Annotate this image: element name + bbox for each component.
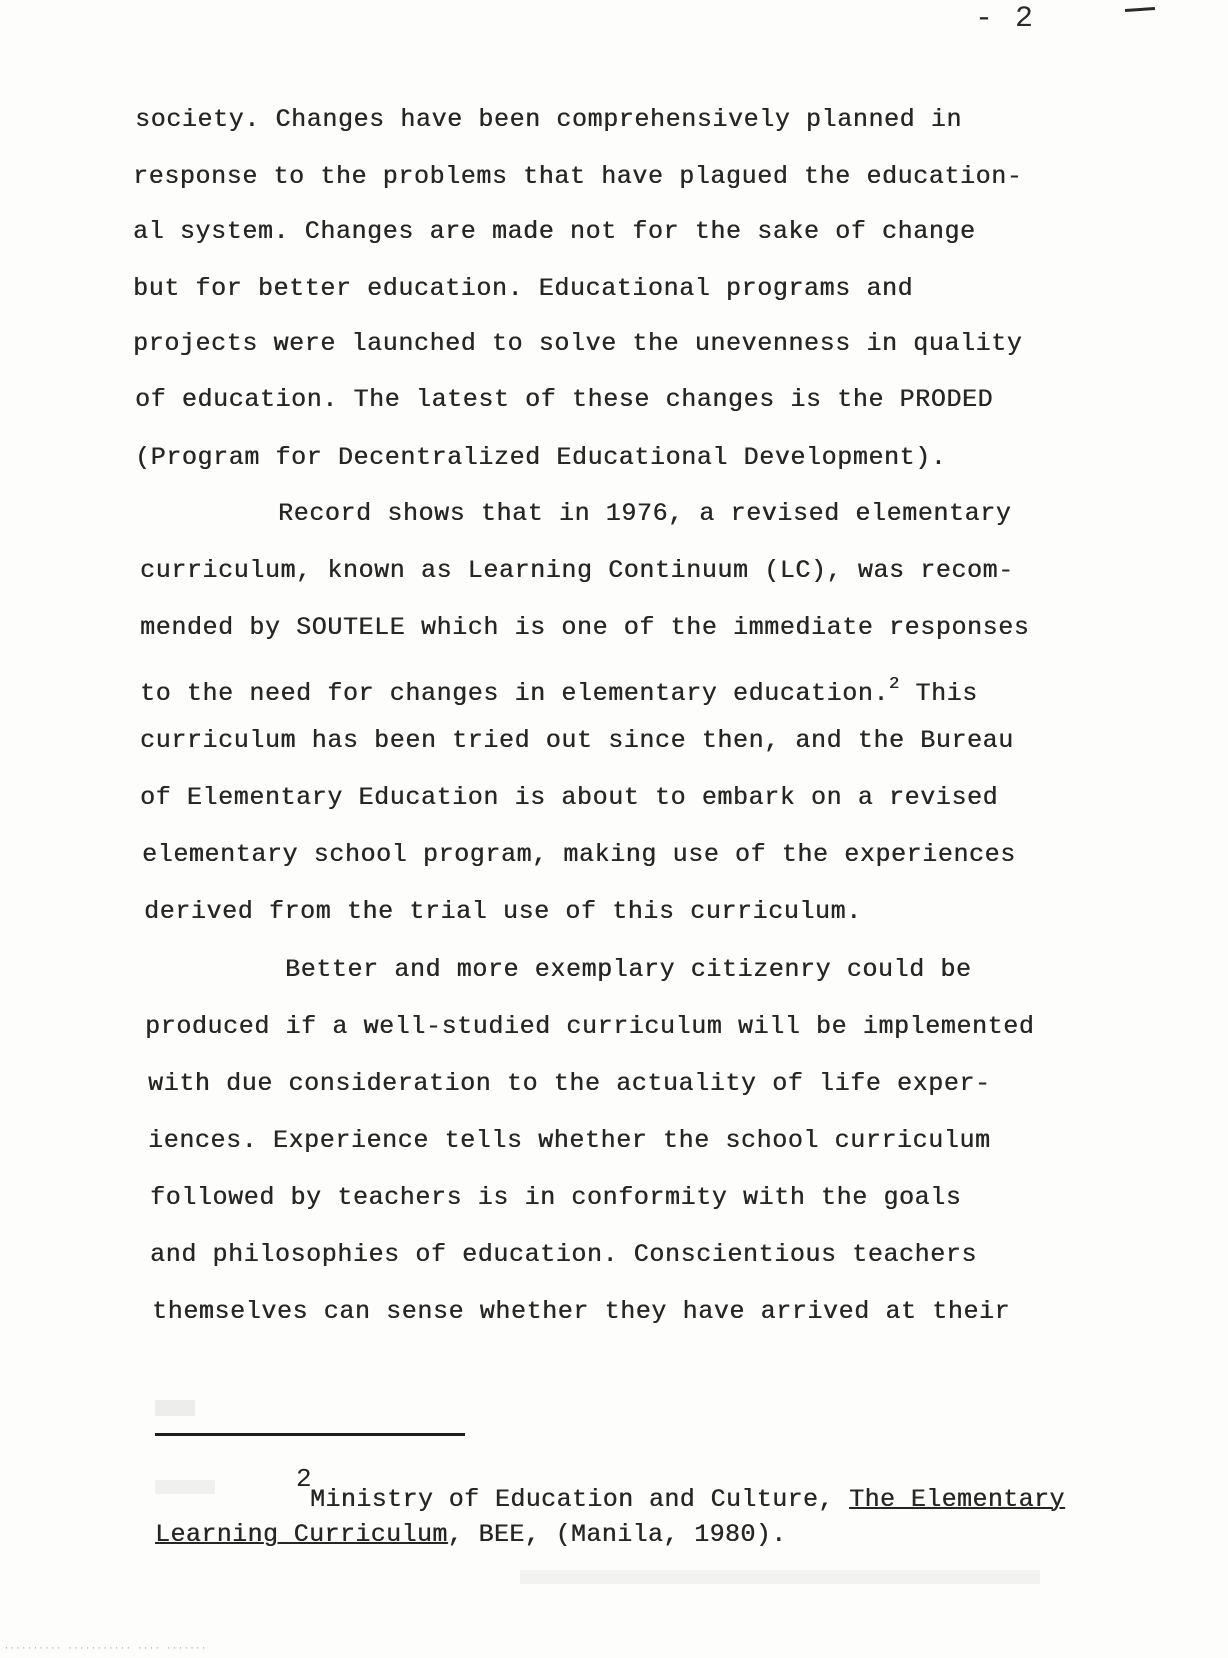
text-line: of Elementary Education is about to embark on a revised (140, 783, 999, 812)
text-line: followed by teachers is in conformity with the goals (150, 1183, 962, 1212)
text-line: mended by SOUTELE which is one of the immediate responses (140, 613, 1030, 642)
footnote-text: , BEE, (Manila, 1980). (447, 1520, 787, 1549)
text-line: al system. Changes are made not for the sake of change (133, 217, 976, 246)
text-line: themselves can sense whether they have arrived at their (152, 1297, 1011, 1326)
text-line: curriculum has been tried out since then, and the Bureau (140, 726, 1014, 755)
text-line: elementary school program, making use of the experiences (142, 840, 1016, 869)
page-number: - 2 (975, 2, 1036, 36)
text-line: but for better education. Educational programs and (133, 274, 914, 303)
bleed-through-mark (520, 1570, 1040, 1584)
text-line: curriculum, known as Learning Continuum (LC), was recom- (140, 556, 1014, 585)
corner-mark (1125, 7, 1155, 12)
footnote-reference: 2 (888, 675, 900, 694)
text-fragment: to the need for changes in elementary education. (140, 679, 889, 708)
footnote-line (310, 1485, 1065, 1515)
text-line: derived from the trial use of this curriculum. (144, 897, 862, 926)
text-line: response to the problems that have plagued the education- (133, 162, 1023, 191)
footnote-title: The Elementary (849, 1485, 1065, 1514)
text-line: produced if a well-studied curriculum will be implemented (145, 1012, 1035, 1041)
text-line: of education. The latest of these changes is the PRODED (135, 385, 994, 414)
text-line: iences. Experience tells whether the school curriculum (148, 1126, 991, 1155)
bleed-through-mark (155, 1480, 215, 1494)
footnote-text: Ministry of Education and Culture, (310, 1485, 850, 1514)
scan-stamp: ·········· ··········· ···· ······· (4, 1644, 208, 1653)
text-line: Record shows that in 1976, a revised elementary (278, 499, 1012, 528)
footnote-rule (155, 1433, 465, 1436)
text-line (140, 670, 978, 709)
text-fragment: This (899, 679, 978, 708)
text-line: with due consideration to the actuality of life exper- (148, 1069, 991, 1098)
bleed-through-mark (155, 1400, 195, 1416)
text-line: projects were launched to solve the unevenness in quality (133, 329, 1023, 358)
footnote-marker: 2 (296, 1464, 312, 1494)
text-line: (Program for Decentralized Educational Development). (135, 443, 947, 472)
text-line: and philosophies of education. Conscientious teachers (150, 1240, 977, 1269)
text-line: society. Changes have been comprehensively planned in (135, 105, 962, 134)
text-line: Better and more exemplary citizenry could be (285, 955, 972, 984)
footnote-title: Learning Curriculum (155, 1520, 448, 1549)
footnote-line (155, 1520, 787, 1550)
